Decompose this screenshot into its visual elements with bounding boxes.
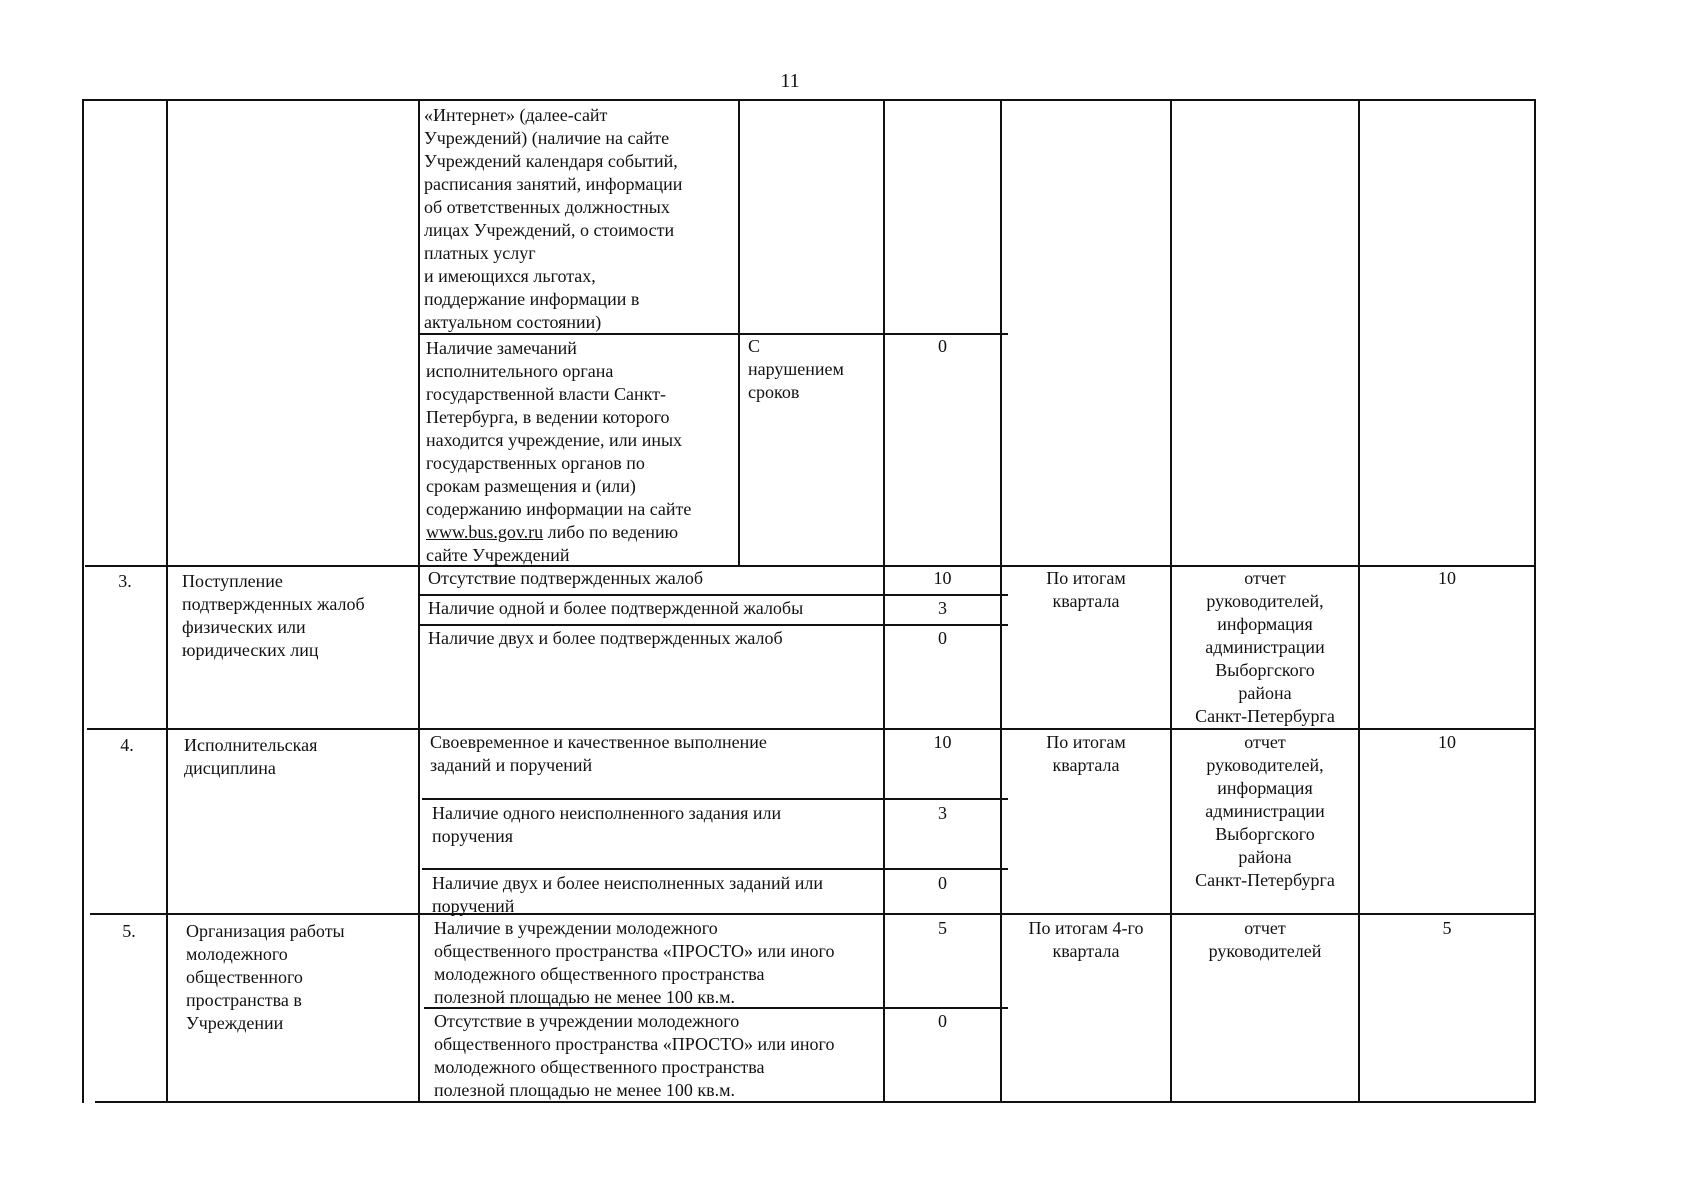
- page-number: 11: [780, 70, 800, 92]
- row-number: 3.: [118, 571, 132, 591]
- col-divider: [1358, 99, 1360, 1103]
- condition-text: Наличие одной и более подтвержденной жалобы: [428, 598, 804, 618]
- condition-text: Наличие двух и более подтвержденных жалоб: [428, 628, 783, 648]
- condition-score: 0: [938, 1011, 947, 1031]
- table-border-right: [1534, 99, 1536, 1103]
- row-divider: [420, 624, 1008, 626]
- condition-score: 10: [933, 568, 952, 588]
- indicator-name: Организация работы молодежного общественного пространства в Учреждении: [186, 921, 345, 1033]
- condition-text: Своевременное и качественное выполнение заданий и поручений: [430, 732, 767, 775]
- condition-text: Наличие двух и более неисполненных заданий или поручений: [432, 873, 823, 916]
- col-divider: [418, 99, 420, 1103]
- criterion-remarks-score: 0: [938, 336, 947, 356]
- col-divider: [738, 99, 740, 566]
- condition-text: Наличие одного неисполненного задания или поручения: [432, 803, 782, 846]
- table-border-left: [82, 99, 84, 1103]
- condition-score: 3: [938, 803, 947, 823]
- condition-score: 0: [938, 873, 947, 893]
- condition-text: Наличие в учреждении молодежного общественного пространства «ПРОСТО» или иного молодежного общественного пространства полезной площадью не менее 100 кв.м.: [434, 918, 835, 1007]
- criterion-remarks-condition: С нарушением сроков: [748, 336, 844, 402]
- data-source: отчет руководителей, информация администрации Выборгского района Санкт-Петербурга: [1195, 568, 1335, 726]
- row-divider: [422, 798, 1008, 800]
- indicator-name: Поступление подтвержденных жалоб физических или юридических лиц: [182, 571, 365, 660]
- row-divider: [422, 868, 1008, 870]
- table-border-top: [82, 99, 1536, 101]
- max-score: 10: [1438, 732, 1456, 752]
- assessment-period: По итогам квартала: [1046, 732, 1126, 775]
- criterion-site-info: «Интернет» (далее-сайт Учреждений) (наличие на сайте Учреждений календаря событий, расписания занятий, информации об ответственных должностных лицах Учреждений, о стоимости платных услуг и имеющихся льготах, поддержание информации в актуальном состоянии): [424, 105, 683, 332]
- condition-text: Отсутствие в учреждении молодежного общественного пространства «ПРОСТО» или иного молодежного общественного пространства полезной площадью не менее 100 кв.м.: [434, 1011, 835, 1100]
- data-source: отчет руководителей: [1208, 918, 1322, 961]
- col-divider: [166, 99, 168, 1103]
- indicator-name: Исполнительская дисциплина: [184, 735, 318, 778]
- criterion-remarks-text-end: либо по ведению сайте Учреждений: [426, 522, 679, 565]
- criterion-remarks: [426, 337, 736, 567]
- assessment-period: По итогам 4-го квартала: [1028, 918, 1144, 961]
- assessment-period: По итогам квартала: [1046, 568, 1126, 611]
- row-number: 5.: [122, 921, 136, 941]
- criterion-remarks-text: Наличие замечаний исполнительного органа государственной власти Санкт- Петербурга, в ведении которого находится учреждение, или иных государственных органов по срокам размещения и (или) содержанию информации на сайте: [426, 338, 692, 519]
- row-number: 4.: [120, 735, 134, 755]
- condition-score: 5: [938, 918, 947, 938]
- max-score: 10: [1438, 568, 1456, 588]
- condition-score: 3: [938, 598, 947, 618]
- condition-score: 0: [938, 628, 947, 648]
- max-score: 5: [1442, 918, 1452, 938]
- condition-text: Отсутствие подтвержденных жалоб: [428, 568, 704, 588]
- bus-gov-link[interactable]: www.bus.gov.ru: [426, 522, 544, 542]
- row-divider: [420, 594, 1008, 596]
- data-source: отчет руководителей, информация администрации Выборгского района Санкт-Петербурга: [1195, 732, 1335, 890]
- row-divider: [87, 728, 1536, 730]
- condition-score: 10: [933, 732, 952, 752]
